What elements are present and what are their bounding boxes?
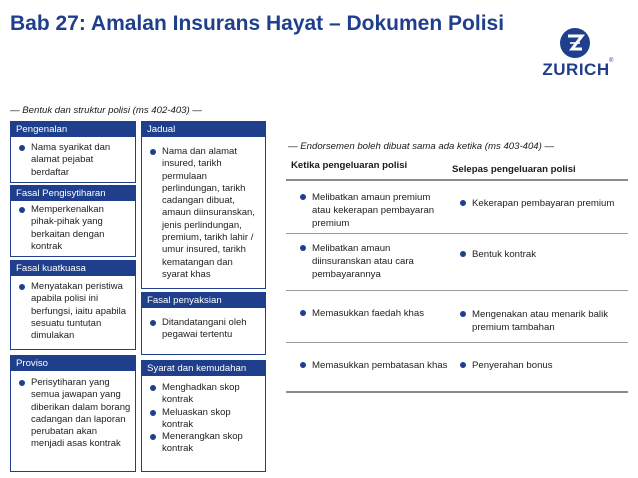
column-header-before: Ketika pengeluaran polisi — [291, 160, 408, 171]
box-header: Syarat dan kemudahan — [142, 361, 265, 376]
row-2-left: Melibatkan amaun diinsuranskan atau cara pembayarannya — [300, 242, 450, 281]
zurich-z-emblem-icon — [560, 28, 590, 58]
box-header: Jadual — [142, 122, 265, 137]
divider-row — [286, 290, 628, 291]
box-header: Pengenalan — [11, 122, 135, 137]
box-header: Fasal penyaksian — [142, 293, 265, 308]
registered-mark: ® — [609, 58, 614, 64]
list-item: Menyatakan peristiwa apabila polisi ini berfungsi, iaitu apabila sesuatu tuntutan dimulakan — [19, 281, 131, 342]
list-item: Nama dan alamat insured, tarikh permulaan perlindungan, tarikh cadangan dibuat, amaun diinsuranskan, jenis perlindungan, premium, tarikh lahir / umur insured, tarikh kematangan dan syarat khas — [150, 146, 261, 281]
box-header: Fasal kuatkuasa — [11, 261, 135, 276]
divider-row — [286, 342, 628, 343]
list-item: Menerangkan skop kontrak — [150, 431, 261, 456]
divider-header — [286, 179, 628, 181]
box-jadual — [141, 121, 266, 289]
box-proviso — [10, 355, 136, 472]
list-item: Memperkenalkan pihak-pihak yang berkaitan dengan kontrak — [19, 204, 131, 253]
zurich-logo — [538, 24, 618, 80]
policy-structure-caption: — Bentuk dan struktur polisi (ms 402-403) — — [10, 105, 202, 116]
list-item: Ditandatangani oleh pegawai tertentu — [150, 317, 261, 342]
list-item: Nama syarikat dan alamat pejabat berdaftar — [19, 142, 131, 179]
box-header: Proviso — [11, 356, 135, 371]
box-fasal-penyaksian — [141, 292, 266, 355]
box-header: Fasal Pengisytiharan — [11, 186, 135, 201]
row-3-right: Mengenakan atau menarik balik premium tambahan — [460, 308, 630, 334]
box-pengenalan — [10, 121, 136, 183]
divider-bottom — [286, 391, 628, 393]
row-1-right: Kekerapan pembayaran premium — [460, 197, 630, 210]
list-item: Meluaskan skop kontrak — [150, 407, 261, 432]
endorsement-caption: — Endorsemen boleh dibuat sama ada ketika (ms 403-404) — — [288, 141, 555, 152]
row-1-left: Melibatkan amaun premium atau kekerapan pembayaran premium — [300, 191, 450, 230]
list-item: Perisytiharan yang semua jawapan yang diberikan dalam borang cadangan dan laporan perubatan akan menjadi asas kontrak — [19, 377, 131, 451]
box-fasal-kuatkuasa — [10, 260, 136, 350]
list-item: Menghadkan skop kontrak — [150, 382, 261, 407]
box-fasal-pengisytiharan — [10, 185, 136, 257]
box-syarat-kemudahan — [141, 360, 266, 472]
row-4-left: Memasukkan pembatasan khas — [300, 359, 458, 372]
row-3-left: Memasukkan faedah khas — [300, 307, 455, 320]
divider-row — [286, 233, 628, 234]
row-2-right: Bentuk kontrak — [460, 248, 630, 261]
logo-wordmark: ZURICH — [542, 60, 610, 79]
page-title: Bab 27: Amalan Insurans Hayat – Dokumen Polisi — [10, 12, 505, 35]
row-4-right: Penyerahan bonus — [460, 359, 630, 372]
column-header-after: Selepas pengeluaran polisi — [452, 164, 576, 175]
